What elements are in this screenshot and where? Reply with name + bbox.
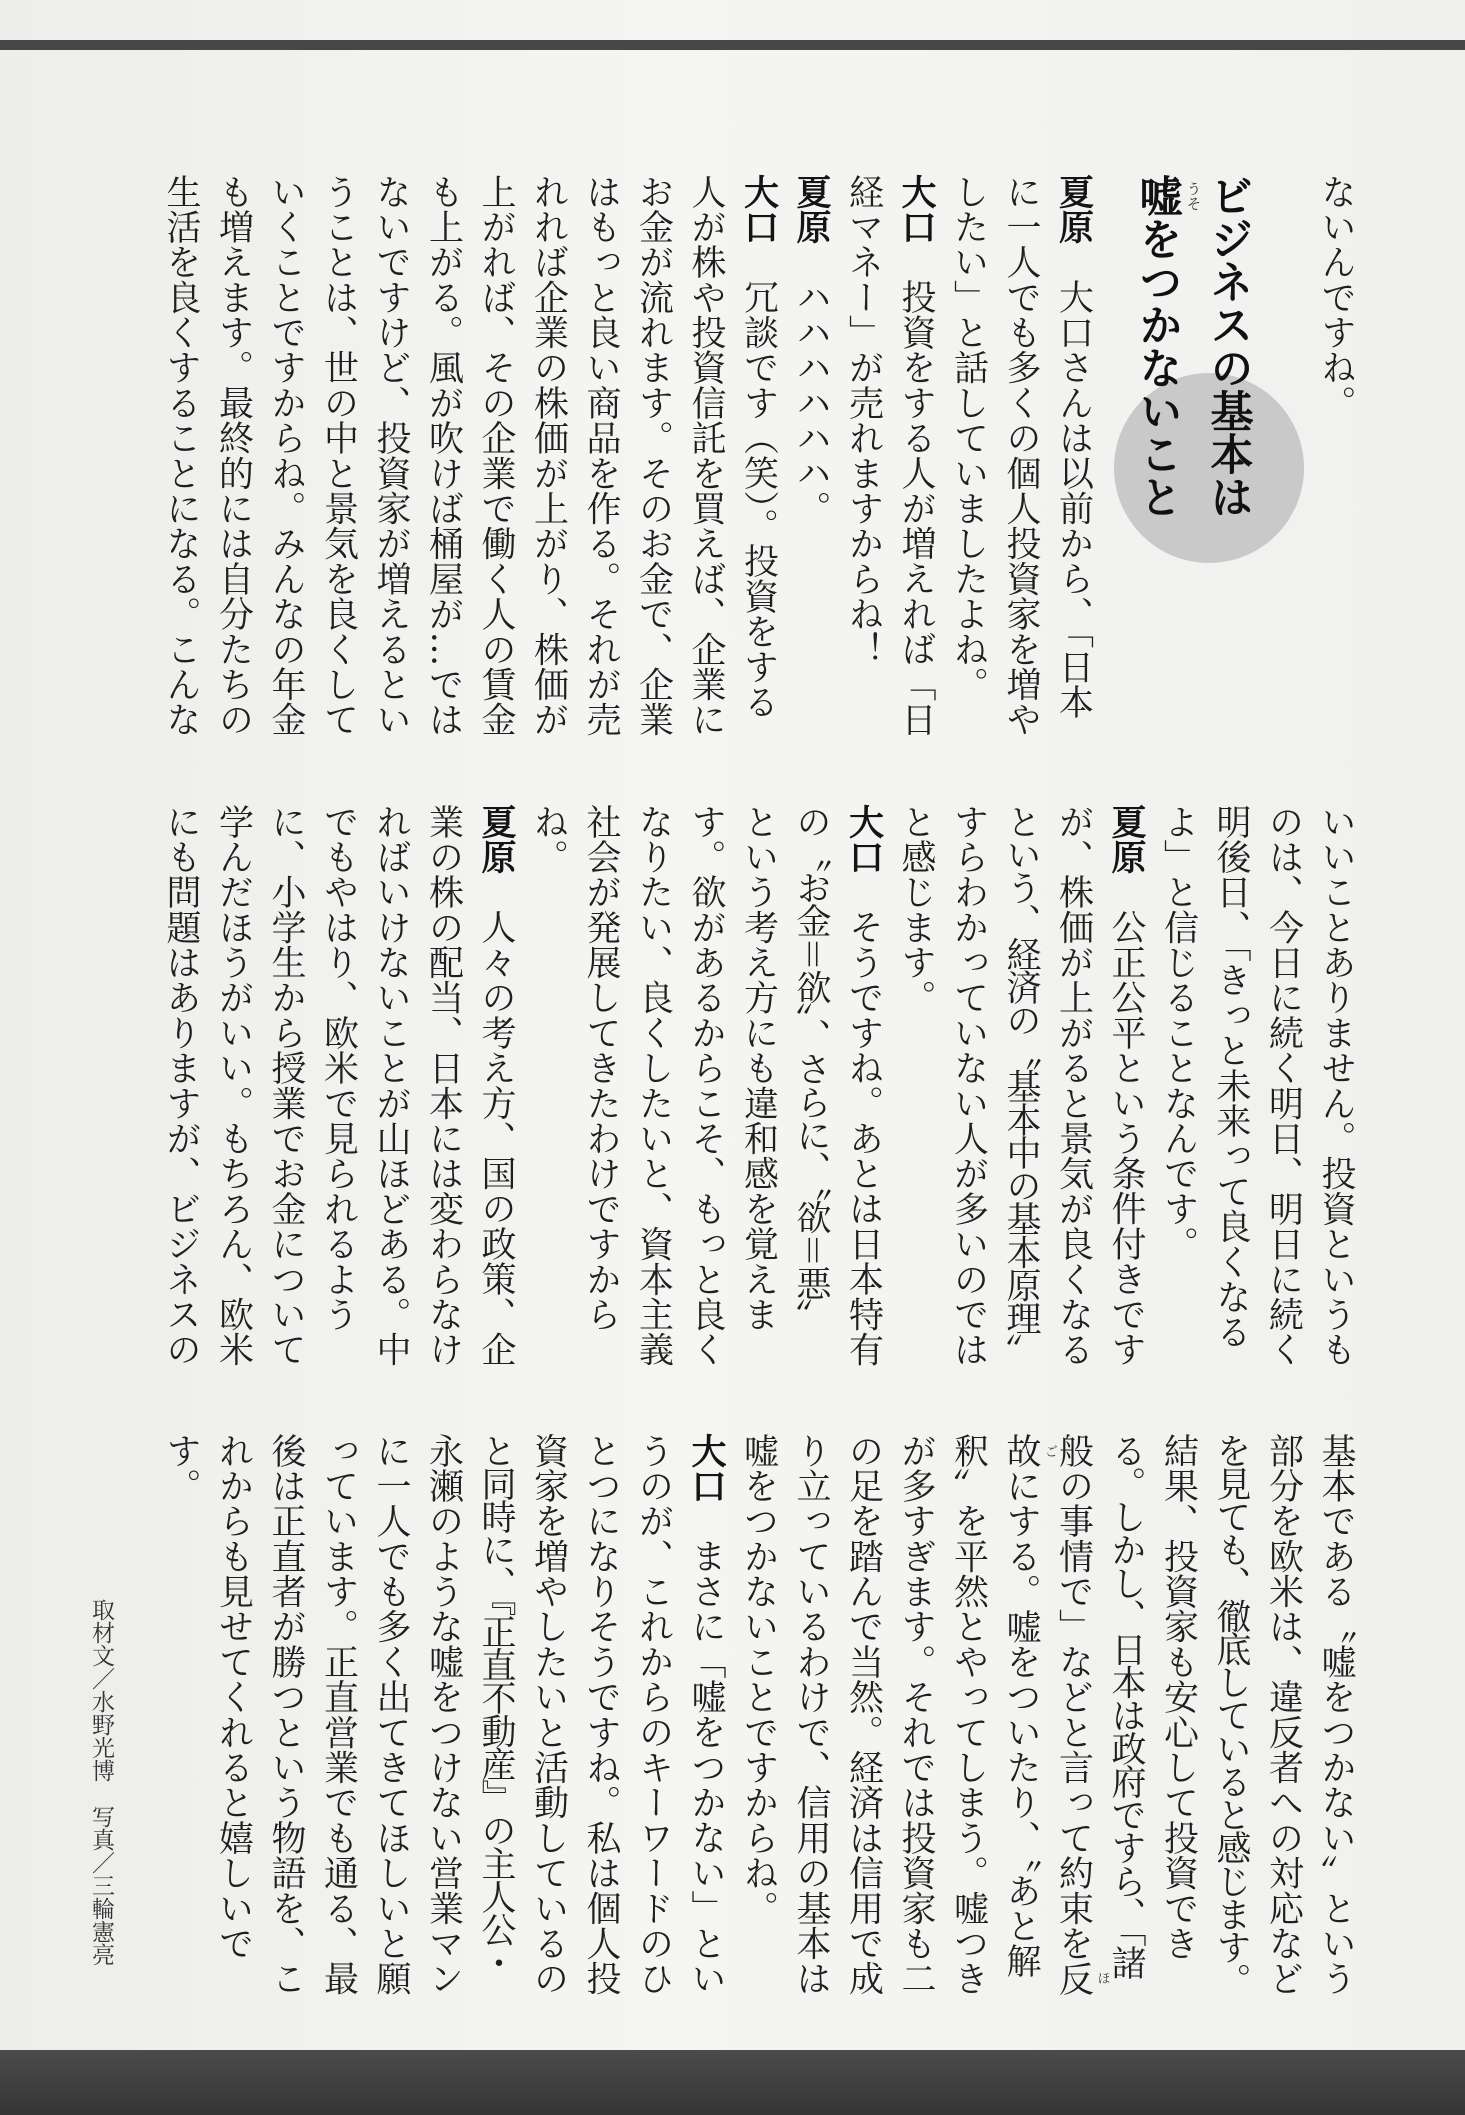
column-text: 後は正直者が勝つという物語を、こ: [266, 1433, 306, 1997]
text-column: [680, 804, 733, 1367]
column-text: でもやはり、欧米で見られるよう: [318, 804, 359, 1332]
column-text: いいことありません。投資というも: [1316, 804, 1356, 1368]
text-column: [680, 1433, 733, 1996]
column-text: 永瀬のような嘘をつけない営業マン: [423, 1433, 464, 1997]
text-column: [522, 804, 575, 1367]
column-text: 大口さんは以前から、「日本: [1053, 279, 1094, 720]
column-text: 釈〟を平然とやってしまう。嘘つき: [948, 1433, 989, 1997]
column-text: ないですけど、投資家が増えるとい: [371, 174, 411, 738]
column-text: ハハハハハハ。: [791, 279, 831, 526]
column-text: したい」と話していましたよね。: [948, 174, 989, 702]
column-text: っています。正直営業でも通る、最: [318, 1433, 359, 1997]
text-column: [732, 1433, 785, 1996]
speaker-name: 夏原: [791, 174, 831, 245]
text-tier-lower: [155, 1433, 1363, 1996]
text-column: [312, 1433, 365, 1996]
text-column: [155, 1433, 208, 1996]
text-column: [155, 804, 208, 1367]
ruby-annotation: ほ: [1094, 1971, 1110, 1985]
column-text: 生活を良くすることになる。こんな: [161, 174, 201, 738]
text-column: [942, 804, 995, 1367]
text-column: [1047, 804, 1100, 1367]
text-column: [417, 1433, 470, 1996]
text-column: [312, 804, 365, 1367]
credits: [89, 1598, 113, 1966]
column-text: うことは、世の中と景気を良くして: [318, 174, 359, 738]
heading-line-2: [1122, 174, 1203, 574]
column-text: 学んだほうがいい。もちろん、欧米: [213, 804, 254, 1368]
heading-ruby-word: [1132, 174, 1203, 217]
column-text: 部分を欧米は、違反者への対応など: [1263, 1433, 1304, 1997]
column-text: り立っているわけで、信用の基本は: [791, 1433, 831, 1997]
text-column: [365, 174, 418, 737]
column-text: の〝お金＝欲〟、さらに、〝欲＝悪〟: [791, 804, 831, 1333]
column-text: 資家を増やしたいと活動しているの: [528, 1433, 569, 1997]
speaker-name: 大口: [843, 804, 884, 875]
text-column: [1152, 804, 1205, 1367]
text-column: [1257, 1433, 1310, 1996]
text-column: [942, 174, 995, 737]
column-text: という考え方にも違和感を覚えま: [738, 804, 779, 1332]
text-column: [207, 804, 260, 1367]
column-text: 嘘をつかないことですからね。: [738, 1433, 779, 1926]
column-text: 投資をする人が増えれば「日: [896, 279, 936, 737]
column-text: にする。嘘をついたり、〝あと解: [1001, 1468, 1041, 1979]
text-column: [1205, 804, 1258, 1367]
speaker-name: 大口: [686, 1433, 726, 1504]
column-text: そうですね。あとは日本特有: [843, 909, 884, 1367]
column-text: が多すぎます。それでは投資家も二: [896, 1433, 936, 1997]
text-column: [470, 804, 523, 1367]
text-column: [995, 174, 1048, 737]
text-column: [1100, 1433, 1153, 1996]
column-text: すらわかっていない人が多いのでは: [948, 804, 989, 1368]
column-text: 人々の考え方、国の政策、企: [476, 909, 516, 1367]
column-text: ね。: [528, 804, 569, 875]
text-column: [312, 174, 365, 737]
text-column: [680, 174, 733, 737]
column-text: うのが、これからのキーワードのひ: [633, 1433, 674, 1997]
column-text: 業の株の配当、日本には変わらなけ: [423, 804, 464, 1368]
text-column: [837, 1433, 890, 1996]
text-column: [837, 804, 890, 1367]
text-column: [470, 1433, 523, 1996]
column-text: も上がる。風が吹けば桶屋が…では: [423, 174, 464, 738]
text-column: [785, 804, 838, 1367]
text-column: [1100, 804, 1153, 1367]
column-text: まさに「嘘をつかない」とい: [686, 1538, 726, 1996]
column-text: 社会が発展してきたわけですから: [581, 804, 621, 1332]
credit-photographer: 写真／三輪憲亮: [88, 1805, 114, 1966]
text-column: [785, 1433, 838, 1996]
text-column: [260, 804, 313, 1367]
text-column: [627, 804, 680, 1367]
column-text: に、小学生から授業でお金について: [266, 804, 306, 1368]
text-column: [732, 174, 785, 737]
ruby-annotation: ご: [1042, 1444, 1057, 1458]
text-column: [417, 804, 470, 1367]
column-text: 経マネー」が売れますからね！: [843, 174, 884, 667]
text-column: [260, 174, 313, 737]
column-text: 人が株や投資信託を買えば、企業に: [686, 174, 726, 738]
column-text: 明後日、「きっと未来って良くなる: [1211, 804, 1251, 1350]
column-text: 結果、投資家も安心して投資でき: [1158, 1433, 1199, 1961]
heading-line-2-text: をつかないこと: [1132, 217, 1183, 518]
column-text: と感じます。: [896, 804, 936, 1016]
column-text: の足を踏んで当然。経済は信用で成: [843, 1433, 884, 1997]
column-text: にも問題はありますが、ビジネスの: [161, 804, 201, 1368]
text-column: [627, 174, 680, 737]
ruby-word: [1053, 1960, 1110, 1997]
column-text: 般の事情で」などと言って約束を: [1053, 1433, 1094, 1961]
column-text: 公正公平という条件付きです: [1106, 909, 1146, 1367]
column-text: 基本である〝嘘をつかない〟という: [1316, 1433, 1356, 1997]
text-column: [207, 1433, 260, 1996]
column-text: ればいけないことが山ほどある。中: [371, 804, 411, 1368]
column-text: 上がれば、その企業で働く人の賃金: [476, 174, 516, 738]
text-column: [365, 804, 418, 1367]
column-text: に一人でも多く出てきてほしいと願: [371, 1433, 411, 1997]
text-column: [890, 804, 943, 1367]
text-column: [837, 174, 890, 737]
ruby-word: [1001, 1433, 1057, 1469]
text-column: [995, 804, 1048, 1367]
text-column: [995, 1433, 1057, 1996]
text-column: [522, 174, 575, 737]
text-tier-upper-lead: [1310, 174, 1363, 737]
text-column: [627, 1433, 680, 1996]
text-column: [890, 1433, 943, 1996]
text-column: [575, 1433, 628, 1996]
text-column: [1205, 1433, 1258, 1996]
column-text: とつになりそうですね。私は個人投: [581, 1433, 621, 1997]
text-column: [785, 174, 838, 737]
column-text: 冗談です（笑）。投資をする: [738, 279, 779, 720]
heading-line-1: ビジネスの基本は: [1203, 174, 1254, 518]
text-column: [207, 174, 260, 737]
column-text: を見ても、徹底していると感じます。: [1211, 1433, 1251, 1997]
text-column: [1152, 1433, 1205, 1996]
column-text: す。: [161, 1433, 201, 1504]
text-column: [890, 174, 943, 737]
column-text: という、経済の〝基本中の基本原理〟: [1001, 804, 1041, 1368]
ruby-base: 反: [1053, 1960, 1094, 1997]
top-rule: [0, 40, 1465, 50]
column-text: れからも見せてくれると嬉しいで: [213, 1433, 254, 1961]
text-tier-upper: [155, 174, 1100, 737]
column-text: お金が流れます。そのお金で、企業: [633, 174, 674, 738]
text-column: [260, 1433, 313, 1996]
text-column: [365, 1433, 418, 1996]
speaker-name: 夏原: [476, 804, 516, 875]
column-text: に一人でも多くの個人投資家を増や: [1001, 174, 1041, 738]
column-text: よ」と信じることなんです。: [1158, 804, 1199, 1262]
column-text: のは、今日に続く明日、明日に続く: [1263, 804, 1304, 1368]
column-text: いくことですからね。みんなの年金: [266, 174, 306, 738]
column-text: ないんですね。: [1316, 174, 1356, 421]
text-column: [575, 804, 628, 1367]
column-text: れれば企業の株価が上がり、株価が: [528, 174, 569, 738]
ruby-base: 故: [1001, 1433, 1041, 1469]
section-heading: [1100, 174, 1310, 574]
text-column: [155, 174, 208, 737]
text-column: [1047, 1433, 1110, 1997]
ruby-annotation: うそ: [1184, 180, 1203, 211]
text-column: [1310, 174, 1363, 737]
speaker-name: 夏原: [1053, 174, 1094, 245]
speaker-name: 大口: [896, 174, 936, 245]
column-text: なりたい、良くしたいと、資本主義: [633, 804, 674, 1368]
speaker-name: 大口: [738, 174, 779, 245]
text-column: [732, 804, 785, 1367]
bottom-band: [0, 2050, 1465, 2115]
column-text: と同時に、『正直不動産』の主人公・: [476, 1433, 516, 1979]
speaker-name: 夏原: [1106, 804, 1146, 875]
column-text: が、株価が上がると景気が良くなる: [1053, 804, 1094, 1368]
credit-writer: 取材文／水野光博: [88, 1598, 114, 1782]
text-column: [1310, 804, 1363, 1367]
text-column: [522, 1433, 575, 1996]
column-text: も増えます。最終的には自分たちの: [213, 174, 254, 738]
column-text: す。欲があるからこそ、もっと良く: [686, 804, 726, 1368]
text-column: [1257, 804, 1310, 1367]
text-column: [470, 174, 523, 737]
column-text: る。しかし、日本は政府ですら、「諸: [1106, 1433, 1146, 1979]
text-column: [1047, 174, 1100, 737]
text-column: [417, 174, 470, 737]
text-column: [1310, 1433, 1363, 1996]
ruby-base: 嘘: [1132, 174, 1183, 217]
column-text: はもっと良い商品を作る。それが売: [581, 174, 621, 738]
text-column: [942, 1433, 995, 1996]
text-column: [575, 174, 628, 737]
text-tier-middle: [155, 804, 1363, 1367]
